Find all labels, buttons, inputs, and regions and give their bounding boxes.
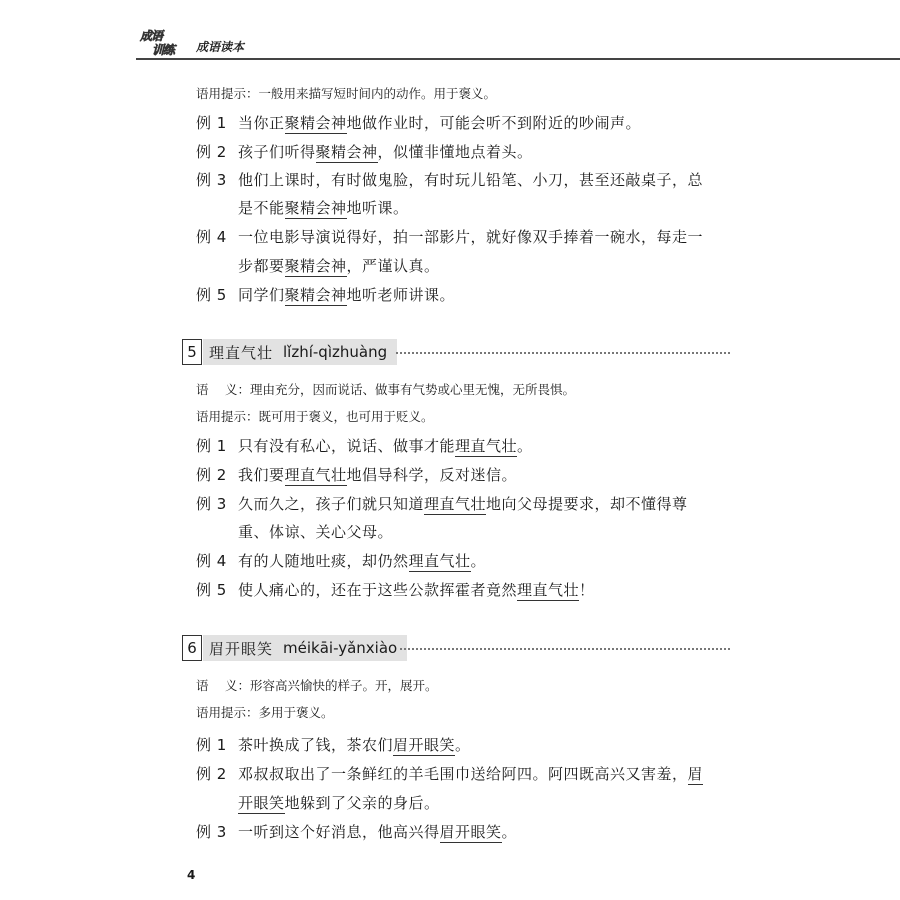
example-text: 孩子们听得 — [238, 143, 316, 161]
example-line — [196, 551, 486, 571]
underlined-idiom: 聚精会神 — [284, 286, 347, 304]
example-label: 例 1 — [196, 437, 227, 455]
example-continuation-line — [196, 522, 393, 542]
example-line — [196, 465, 517, 485]
meaning-note: 语 义：形容高兴愉快的样子。开，展开。 — [196, 678, 438, 693]
example-text: 茶叶换成了钱，茶农们 — [238, 736, 394, 754]
example-text: 是不能 — [238, 199, 285, 217]
example-text: 只有没有私心，说话、做事才能 — [238, 437, 456, 455]
example-line — [196, 764, 703, 784]
example-text: 。 — [455, 736, 471, 754]
underlined-idiom: 理直气壮 — [517, 581, 580, 599]
underlined-idiom: 眉开眼笑 — [393, 736, 456, 754]
idiom-title: 眉开眼笑 — [209, 639, 274, 658]
example-continuation-line — [196, 198, 409, 218]
example-text: ，严谨认真。 — [346, 257, 440, 275]
example-line — [196, 735, 471, 755]
example-label: 例 1 — [196, 736, 227, 754]
example-label: 例 5 — [196, 286, 227, 304]
example-text: 地做作业时，可能会听不到附近的吵闹声。 — [346, 114, 642, 132]
example-text: 久而久之，孩子们就只知道 — [238, 495, 425, 513]
series-logo-line2: 训练 — [152, 43, 175, 57]
example-text: 邓叔叔取出了一条鲜红的羊毛围巾送给阿四。阿四既高兴又害羞， — [238, 765, 688, 783]
example-text: 有的人随地吐痰，却仍然 — [238, 552, 409, 570]
underlined-idiom: 理直气壮 — [408, 552, 471, 570]
example-label: 例 1 — [196, 114, 227, 132]
idiom-title-band — [203, 635, 407, 661]
usage-note: 语用提示：既可用于褒义，也可用于贬义。 — [196, 409, 434, 424]
example-text: 地躲到了父亲的身后。 — [284, 794, 440, 812]
example-text: 重、体谅、关心父母。 — [238, 523, 394, 541]
example-label: 例 3 — [196, 495, 227, 513]
example-line — [196, 285, 455, 305]
underlined-idiom: 眉 — [687, 765, 704, 783]
example-text: 当你正 — [238, 114, 285, 132]
meaning-note: 语 义：理由充分，因而说话、做事有气势或心里无愧，无所畏惧。 — [196, 382, 575, 397]
book-title: 成语读本 — [196, 40, 245, 54]
underlined-idiom: 开眼笑 — [238, 794, 285, 812]
example-text: 地听老师讲课。 — [346, 286, 456, 304]
example-text: 地倡导科学，反对迷信。 — [346, 466, 518, 484]
example-continuation-line — [196, 256, 440, 276]
example-line — [196, 436, 533, 456]
example-text: 他们上课时，有时做鬼脸，有时玩儿铅笔、小刀，甚至还敲桌子，总 — [238, 171, 704, 189]
usage-note: 语用提示：一般用来描写短时间内的动作。用于褒义。 — [196, 86, 497, 101]
heading-dotted-leader — [396, 352, 730, 354]
underlined-idiom: 聚精会神 — [315, 143, 378, 161]
example-continuation-line — [196, 793, 440, 813]
example-text: 同学们 — [238, 286, 285, 304]
example-line — [196, 822, 517, 842]
example-label: 例 4 — [196, 228, 227, 246]
example-text: 。 — [501, 823, 518, 841]
example-label: 例 3 — [196, 171, 227, 189]
usage-note: 语用提示：多用于褒义。 — [196, 705, 334, 720]
example-label: 例 2 — [196, 466, 227, 484]
example-text: ，似懂非懂地点着头。 — [377, 143, 533, 161]
example-line — [196, 494, 688, 514]
example-label: 例 3 — [196, 823, 227, 841]
underlined-idiom: 理直气壮 — [284, 466, 347, 484]
idiom-pinyin: lǐzhí-qìzhuàng — [283, 343, 388, 361]
idiom-heading-6 — [182, 635, 407, 661]
underlined-idiom: 理直气壮 — [424, 495, 487, 513]
example-text: 一听到这个好消息，他高兴得 — [238, 823, 440, 841]
example-text: 。 — [517, 437, 533, 455]
example-label: 例 4 — [196, 552, 227, 570]
idiom-heading-5 — [182, 339, 397, 365]
example-line — [196, 170, 703, 190]
example-text: 一位电影导演说得好，拍一部影片，就好像双手捧着一碗水，每走一 — [238, 228, 704, 246]
example-text: 。 — [470, 552, 487, 570]
header-divider — [136, 58, 900, 60]
page-number: 4 — [187, 868, 196, 882]
example-text: 使人痛心的，还在于这些公款挥霍者竟然 — [238, 581, 518, 599]
underlined-idiom: 聚精会神 — [284, 257, 347, 275]
example-line — [196, 227, 703, 247]
example-line — [196, 580, 595, 600]
idiom-pinyin: méikāi-yǎnxiào — [283, 639, 398, 657]
example-text: ！ — [579, 581, 595, 599]
example-text: 地向父母提要求，却不懂得尊 — [486, 495, 688, 513]
underlined-idiom: 聚精会神 — [284, 114, 347, 132]
idiom-title: 理直气壮 — [209, 343, 274, 362]
example-text: 步都要 — [238, 257, 285, 275]
example-line — [196, 113, 641, 133]
idiom-number: 5 — [182, 339, 202, 365]
example-label: 例 2 — [196, 765, 227, 783]
idiom-number: 6 — [182, 635, 202, 661]
example-label: 例 5 — [196, 581, 227, 599]
series-logo-line1: 成语 — [140, 29, 163, 43]
heading-dotted-leader — [400, 648, 730, 650]
example-text: 地听课。 — [346, 199, 409, 217]
underlined-idiom: 聚精会神 — [284, 199, 347, 217]
example-line — [196, 142, 533, 162]
example-label: 例 2 — [196, 143, 227, 161]
underlined-idiom: 眉开眼笑 — [439, 823, 502, 841]
idiom-title-band — [203, 339, 397, 365]
underlined-idiom: 理直气壮 — [455, 437, 518, 455]
example-text: 我们要 — [238, 466, 285, 484]
